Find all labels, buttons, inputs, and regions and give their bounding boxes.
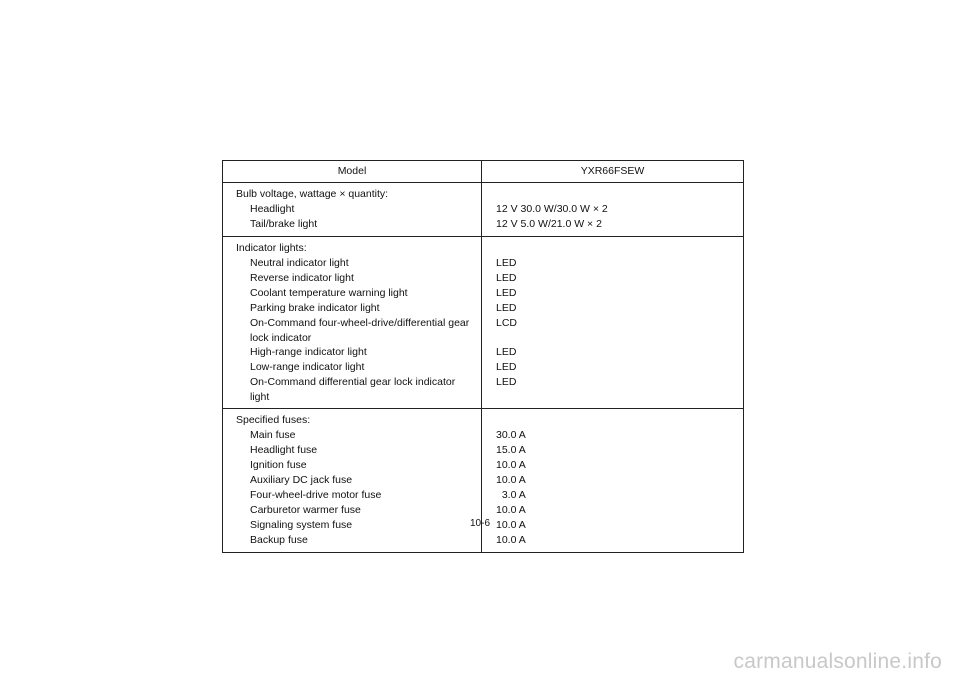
table-header: [223, 161, 743, 183]
section-title-row: [223, 241, 743, 256]
row-value: 15.0 A: [496, 444, 526, 456]
row-value: LED: [496, 287, 517, 299]
table-row: [223, 271, 743, 286]
header-model-label: Model: [223, 161, 482, 182]
row-label: Neutral indicator light: [250, 257, 349, 269]
row-label: Auxiliary DC jack fuse: [250, 474, 353, 486]
row-label: High-range indicator light: [250, 346, 367, 358]
header-model-value: YXR66FSEW: [580, 165, 645, 177]
row-value: 10.0 A: [496, 459, 526, 471]
row-label: Backup fuse: [250, 534, 308, 546]
row-value: LED: [496, 272, 517, 284]
row-label: On-Command differential gear lock indicator light: [250, 376, 456, 403]
table-row: [223, 256, 743, 271]
section-title: Specified fuses:: [236, 414, 311, 426]
table-row: [223, 503, 743, 518]
row-value: 10.0 A: [496, 534, 526, 546]
row-label: Coolant temperature warning light: [250, 287, 408, 299]
row-label: Main fuse: [250, 429, 296, 441]
table-row: [223, 533, 743, 548]
section-title: Bulb voltage, wattage × quantity:: [236, 188, 389, 200]
table-row: [223, 301, 743, 316]
row-value: 10.0 A: [496, 519, 526, 531]
table-row: [223, 428, 743, 443]
watermark-text: carmanualsonline.info: [733, 650, 942, 673]
row-value: LED: [496, 361, 517, 373]
table-row: [223, 286, 743, 301]
table-row: [223, 443, 743, 458]
row-label: Headlight: [250, 203, 295, 215]
row-label: Carburetor warmer fuse: [250, 504, 361, 516]
section-specified-fuses: [223, 408, 743, 552]
spec-table: [222, 160, 744, 553]
row-label: On-Command four-wheel-drive/differential gear lock indicator: [250, 317, 470, 344]
row-label: Parking brake indicator light: [250, 302, 380, 314]
section-title-row: [223, 187, 743, 202]
row-label: Signaling system fuse: [250, 519, 353, 531]
section-title: Indicator lights:: [236, 242, 307, 254]
row-value: LED: [496, 376, 517, 388]
table-row: [223, 202, 743, 217]
table-row: [223, 360, 743, 375]
row-value: 12 V 5.0 W/21.0 W × 2: [496, 218, 602, 230]
row-label: Reverse indicator light: [250, 272, 354, 284]
row-value: LCD: [496, 317, 518, 329]
section-indicator-lights: [223, 236, 743, 408]
row-value: 10.0 A: [496, 474, 526, 486]
table-row: [223, 488, 743, 503]
row-label: Low-range indicator light: [250, 361, 365, 373]
table-row: [223, 473, 743, 488]
section-title-row: [223, 413, 743, 428]
page-number: 10-6: [469, 518, 490, 529]
section-bulbs: [223, 183, 743, 236]
row-value: 3.0 A: [496, 489, 526, 501]
row-value: 12 V 30.0 W/30.0 W × 2: [496, 203, 608, 215]
row-value: LED: [496, 302, 517, 314]
table-row: [223, 345, 743, 360]
row-label: Tail/brake light: [250, 218, 318, 230]
table-row: [223, 316, 743, 345]
row-value: 10.0 A: [496, 504, 526, 516]
table-row: [223, 375, 743, 404]
row-value: LED: [496, 257, 517, 269]
row-value: 30.0 A: [496, 429, 526, 441]
row-label: Four-wheel-drive motor fuse: [250, 489, 382, 501]
row-value: LED: [496, 346, 517, 358]
row-label: Ignition fuse: [250, 459, 307, 471]
table-row: [223, 458, 743, 473]
table-row: [223, 217, 743, 232]
row-label: Headlight fuse: [250, 444, 318, 456]
